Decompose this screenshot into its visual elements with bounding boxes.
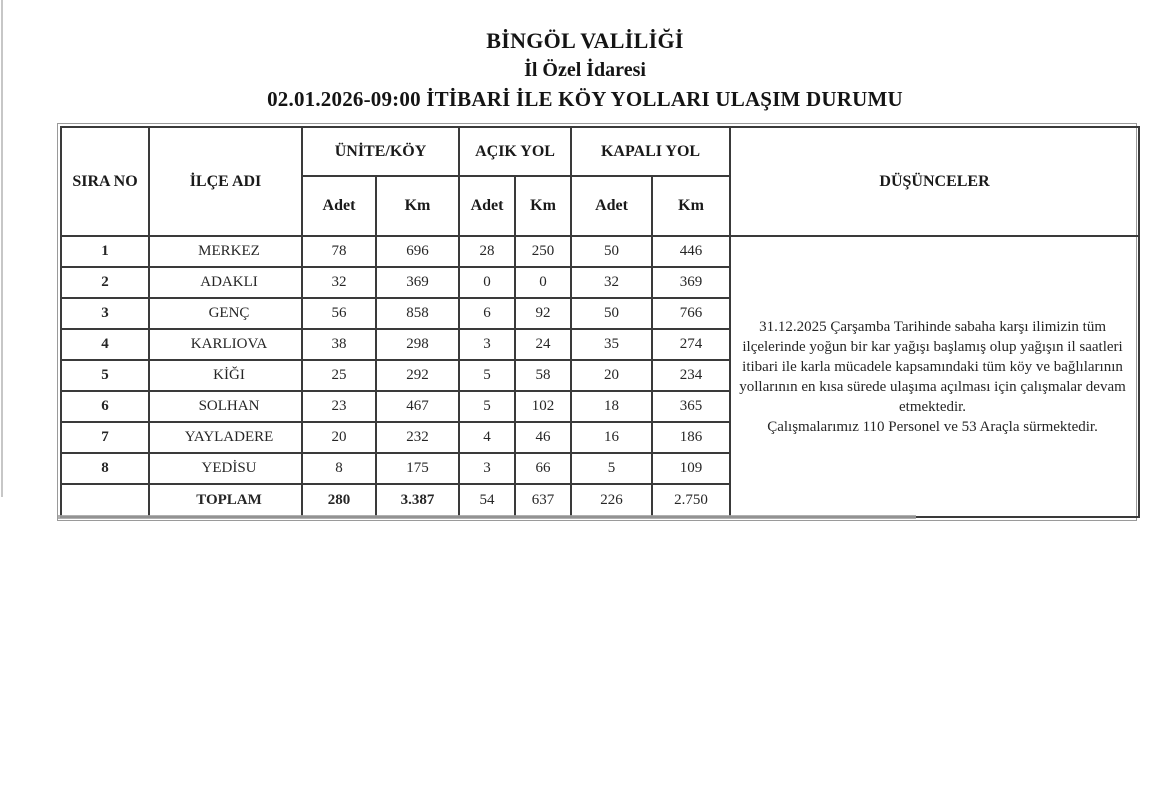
cell-unite-km: 369 [376,267,459,298]
cell-unite-km: 298 [376,329,459,360]
cell-unite-adet: 280 [302,484,376,517]
cell-sira-no: 7 [61,422,149,453]
table-row [61,236,1139,267]
cell-ilce-adi: ADAKLI [149,267,302,298]
cell-unite-adet: 20 [302,422,376,453]
cell-ilce-adi: KARLIOVA [149,329,302,360]
column-header-dusunceler: DÜŞÜNCELER [730,127,1139,236]
cell-acik-km: 24 [515,329,571,360]
cell-sira-no: 1 [61,236,149,267]
cell-unite-km: 467 [376,391,459,422]
table-body [61,236,1139,517]
cell-kapali-km: 109 [652,453,730,484]
remarks-cell [730,236,1139,517]
title-report-subject: 02.01.2026-09:00 İTİBARİ İLE KÖY YOLLARI ULAŞIM DURUMU [267,87,903,111]
subheader-unite-km: Km [376,176,459,236]
cell-kapali-adet: 35 [571,329,652,360]
cell-acik-adet: 0 [459,267,515,298]
cell-kapali-adet: 5 [571,453,652,484]
cell-sira-no: 4 [61,329,149,360]
cell-sira-no: 2 [61,267,149,298]
cell-kapali-adet: 50 [571,298,652,329]
cell-acik-km: 92 [515,298,571,329]
cell-acik-km: 58 [515,360,571,391]
cell-sira-no: 3 [61,298,149,329]
cell-ilce-adi: YEDİSU [149,453,302,484]
scan-left-edge-artifact [1,0,3,497]
title-organization: BİNGÖL VALİLİĞİ [486,28,684,53]
subheader-unite-adet: Adet [302,176,376,236]
cell-acik-km: 637 [515,484,571,517]
cell-unite-km: 175 [376,453,459,484]
column-group-unite-koy: ÜNİTE/KÖY [302,127,459,176]
cell-kapali-adet: 16 [571,422,652,453]
cell-acik-adet: 3 [459,453,515,484]
cell-ilce-adi: YAYLADERE [149,422,302,453]
road-status-table-frame [57,123,1137,521]
cell-acik-adet: 6 [459,298,515,329]
remarks-paragraph-1: 31.12.2025 Çarşamba Tarihinde sabaha karşı ilimizin tüm ilçelerinde yoğun bir kar yağışı başlamış olup yağışın il saatleri itibari ile karla mücadele kapsamındaki tüm köy ve bağlılarının yollarının en kısa sürede ulaşıma açılması için çalışmalar devam etmektedir. [739,318,1126,415]
cell-kapali-km: 369 [652,267,730,298]
cell-ilce-adi: KİĞI [149,360,302,391]
cell-kapali-km: 365 [652,391,730,422]
cell-acik-km: 66 [515,453,571,484]
cell-acik-km: 250 [515,236,571,267]
cell-unite-adet: 56 [302,298,376,329]
cell-sira-no: 5 [61,360,149,391]
cell-unite-km: 3.387 [376,484,459,517]
cell-acik-adet: 5 [459,391,515,422]
cell-unite-km: 292 [376,360,459,391]
total-label: TOPLAM [149,484,302,517]
cell-kapali-adet: 50 [571,236,652,267]
document-header [0,26,1170,114]
subheader-kapali-km: Km [652,176,730,236]
column-group-kapali-yol: KAPALI YOL [571,127,730,176]
subheader-kapali-adet: Adet [571,176,652,236]
road-status-table [60,126,1140,518]
cell-kapali-adet: 226 [571,484,652,517]
scan-bottom-shadow-artifact [58,515,916,519]
cell-unite-km: 696 [376,236,459,267]
cell-sira-no: 8 [61,453,149,484]
cell-kapali-adet: 20 [571,360,652,391]
cell-acik-km: 102 [515,391,571,422]
cell-unite-km: 232 [376,422,459,453]
cell-ilce-adi: SOLHAN [149,391,302,422]
cell-unite-adet: 8 [302,453,376,484]
cell-kapali-adet: 32 [571,267,652,298]
column-group-acik-yol: AÇIK YOL [459,127,571,176]
cell-unite-adet: 78 [302,236,376,267]
subheader-acik-adet: Adet [459,176,515,236]
cell-acik-km: 0 [515,267,571,298]
cell-kapali-km: 766 [652,298,730,329]
cell-acik-adet: 54 [459,484,515,517]
cell-sira-no: 6 [61,391,149,422]
cell-acik-adet: 4 [459,422,515,453]
column-header-sira-no: SIRA NO [61,127,149,236]
title-department: İl Özel İdaresi [524,59,646,81]
remarks-paragraph-2: Çalışmalarımız 110 Personel ve 53 Araçla sürmektedir. [767,418,1098,435]
cell-unite-adet: 25 [302,360,376,391]
cell-acik-adet: 28 [459,236,515,267]
cell-sira-no [61,484,149,517]
cell-kapali-km: 234 [652,360,730,391]
cell-kapali-km: 186 [652,422,730,453]
subheader-acik-km: Km [515,176,571,236]
cell-ilce-adi: MERKEZ [149,236,302,267]
cell-kapali-km: 2.750 [652,484,730,517]
cell-unite-km: 858 [376,298,459,329]
cell-unite-adet: 32 [302,267,376,298]
cell-kapali-km: 274 [652,329,730,360]
cell-unite-adet: 23 [302,391,376,422]
cell-acik-adet: 5 [459,360,515,391]
column-header-ilce-adi: İLÇE ADI [149,127,302,236]
cell-ilce-adi: GENÇ [149,298,302,329]
cell-kapali-km: 446 [652,236,730,267]
cell-acik-adet: 3 [459,329,515,360]
cell-unite-adet: 38 [302,329,376,360]
cell-acik-km: 46 [515,422,571,453]
cell-kapali-adet: 18 [571,391,652,422]
